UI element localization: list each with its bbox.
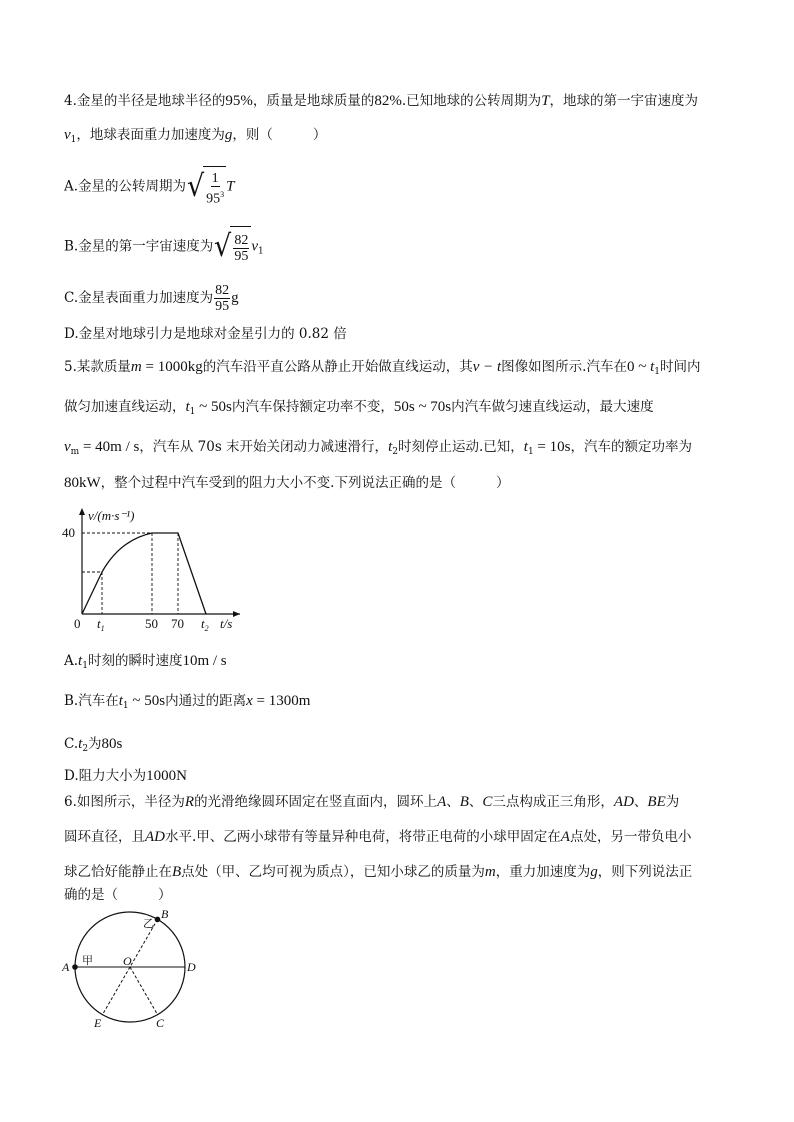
q6-stem-line1: 6.如图所示，半径为R的光滑绝缘圆环固定在竖直面内，圆环上A、B、C三点构成正三角形，AD、BE为 <box>64 794 680 810</box>
sqrt-sign: √ $\frac{1}{95^3}$ <box>186 166 226 208</box>
label-b: B <box>161 907 169 921</box>
ring-diagram <box>60 905 210 1030</box>
q5-stem-line4: 80kW，整个过程中汽车受到的阻力大小不变.下列说法正确的是（ ） <box>64 475 510 491</box>
q4-stem-line2: $v_1$，地球表面重力加速度为g，则（ ） <box>64 127 327 145</box>
y-axis-arrow <box>79 508 85 515</box>
q5-option-a: $A.t_1$时刻的瞬时速度10m / s <box>64 653 227 671</box>
vt-graph <box>60 502 250 634</box>
label-jia: 甲 <box>82 955 93 967</box>
q5-stem-line1: 5.某款质量m = 1000kg的汽车沿平直公路从静止开始做直线运动，其v − t图像如图所示.汽车在0 ~ $t_1$时间内 <box>64 359 701 377</box>
ball-jia <box>72 964 78 970</box>
label-c: C <box>156 1016 165 1030</box>
q4-option-d: D.金星对地球引力是地球对金星引力的 0.82 倍 <box>64 326 347 342</box>
sqrt-sign: √ $\frac{82}{95}$ <box>213 226 251 268</box>
q4-option-c: C.金星表面重力加速度为 $\frac{82}{95}$ g <box>64 283 239 314</box>
y-axis-label: v/(m·s⁻¹) <box>88 508 135 523</box>
label-a: A <box>62 960 70 974</box>
y-tick-40: 40 <box>62 525 75 540</box>
q6-stem-line3: 球乙恰好能静止在B点处（甲、乙均可视为质点），已知小球乙的质量为m，重力加速度为g，则下列说法正 <box>64 864 693 880</box>
q4-option-a: A.金星的公转周期为 √ $\frac{1}{95^3}$ T <box>64 166 235 208</box>
ball-yi <box>155 917 161 923</box>
label-o: O <box>123 954 132 968</box>
velocity-curve <box>82 533 206 614</box>
radius-oc <box>130 967 158 1015</box>
q6-stem-line2: 圆环直径，且AD水平.甲、乙两小球带有等量异种电荷，将带正电荷的小球甲固定在A点处，另一带负电小 <box>64 829 692 845</box>
label-e: E <box>94 1016 102 1030</box>
t1-tick: $t_1$ <box>97 616 105 633</box>
q5-stem-line2: 做匀加速直线运动，$t_1$ ~ 50s内汽车保持额定功率不变，50s ~ 70s内汽车做匀速直线运动，最大速度 <box>64 399 654 417</box>
q5-option-b: B.汽车在$t_1$ ~ 50s内通过的距离x = 1300m <box>64 693 311 711</box>
x-axis-label: t/s <box>220 616 233 631</box>
x-tick-70: 70 <box>171 616 184 631</box>
x-tick-50: 50 <box>145 616 158 631</box>
q5-option-c: $C.t_2$为80s <box>64 736 123 754</box>
label-d: D <box>187 960 196 974</box>
q5-option-d: D.阻力大小为1000N <box>64 768 187 784</box>
label-yi: 乙 <box>143 918 154 930</box>
origin-label: 0 <box>74 616 81 631</box>
t2-tick: $t_2$ <box>201 616 209 633</box>
q6-stem-line4: 确的是（ ） <box>64 887 172 903</box>
x-axis-arrow <box>233 611 240 617</box>
q5-stem-line3: $v_m = 40m / s$，汽车从 70s 末开始关闭动力减速滑行，$t_2$时刻停止运动.已知，$t_1 = 10s$，汽车的额定功率为 <box>64 439 692 457</box>
q4-stem-line1: 4.金星的半径是地球半径的95%，质量是地球质量的82%.已知地球的公转周期为T，地球的第一宇宙速度为 <box>64 93 699 109</box>
q4-option-b: B.金星的第一宇宙速度为 √ $\frac{82}{95}$ $v_1$ <box>64 226 264 272</box>
